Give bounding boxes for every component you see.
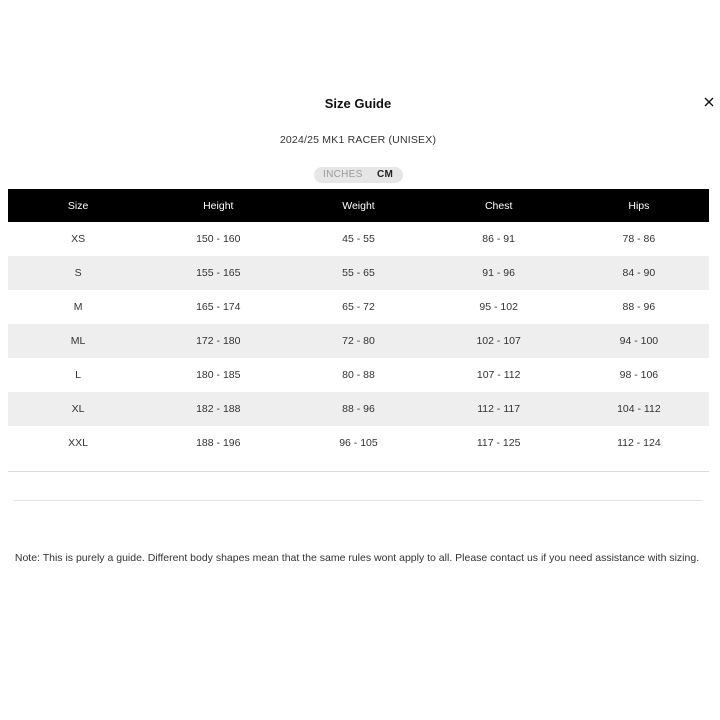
product-name: 2024/25 MK1 RACER (UNISEX) — [279, 134, 437, 146]
table-cell: 112 - 124 — [617, 437, 661, 449]
divider — [8, 471, 709, 472]
table-cell: 55 - 65 — [288, 256, 428, 290]
table-cell: 88 - 96 — [288, 392, 428, 426]
column-header-size: Size — [8, 189, 148, 222]
table-cell: 94 - 100 — [569, 324, 709, 358]
table-cell: 72 - 80 — [288, 324, 428, 358]
table-cell: M — [73, 301, 83, 313]
table-cell: 188 - 196 — [196, 437, 241, 449]
table-row — [8, 290, 709, 324]
table-cell: 91 - 96 — [429, 256, 569, 290]
table-cell: 107 - 112 — [476, 369, 521, 381]
table-row — [8, 426, 709, 460]
table-row — [8, 358, 709, 392]
divider — [14, 500, 702, 501]
table-cell: 98 - 106 — [619, 369, 659, 381]
table-cell: ML — [8, 324, 148, 358]
table-cell: 84 - 90 — [569, 256, 709, 290]
table-cell: XL — [8, 392, 148, 426]
table-cell: 112 - 117 — [429, 392, 569, 426]
table-row — [8, 222, 709, 256]
table-header-row — [8, 189, 709, 222]
table-row — [8, 392, 709, 426]
table-cell: 155 - 165 — [148, 256, 288, 290]
table-cell: 182 - 188 — [148, 392, 288, 426]
table-cell: 86 - 91 — [482, 233, 515, 245]
table-row — [8, 324, 709, 358]
size-table — [8, 189, 709, 460]
table-cell: 180 - 185 — [196, 369, 241, 381]
unit-toggle[interactable] — [314, 167, 403, 183]
column-header-hips: Hips — [569, 189, 709, 222]
table-cell: XXL — [68, 437, 89, 449]
close-icon[interactable] — [701, 93, 717, 111]
unit-option-inches[interactable]: INCHES — [323, 169, 363, 180]
column-header-weight: Weight — [288, 189, 428, 222]
table-cell: XS — [71, 233, 86, 245]
table-cell: 150 - 160 — [196, 233, 241, 245]
sizing-note: Note: This is purely a guide. Different body shapes mean that the same rules wont apply to all. Please contact us if you need assistance with sizing. — [14, 552, 700, 564]
table-cell: 45 - 55 — [342, 233, 375, 245]
table-cell: 172 - 180 — [148, 324, 288, 358]
column-header-height: Height — [148, 189, 288, 222]
table-cell: 65 - 72 — [342, 301, 375, 313]
table-cell: 165 - 174 — [196, 301, 241, 313]
table-cell: L — [75, 369, 82, 381]
table-cell: 104 - 112 — [569, 392, 709, 426]
table-cell: 78 - 86 — [622, 233, 656, 245]
table-cell: 102 - 107 — [429, 324, 569, 358]
table-cell: 80 - 88 — [342, 369, 375, 381]
table-cell: 88 - 96 — [622, 301, 656, 313]
unit-option-cm[interactable]: CM — [377, 169, 394, 180]
table-cell: 117 - 125 — [476, 437, 521, 449]
table-cell: S — [8, 256, 148, 290]
table-cell: 96 - 105 — [339, 437, 378, 449]
table-row — [8, 256, 709, 290]
column-header-chest: Chest — [429, 189, 569, 222]
modal-title: Size Guide — [324, 96, 392, 111]
table-cell: 95 - 102 — [479, 301, 518, 313]
